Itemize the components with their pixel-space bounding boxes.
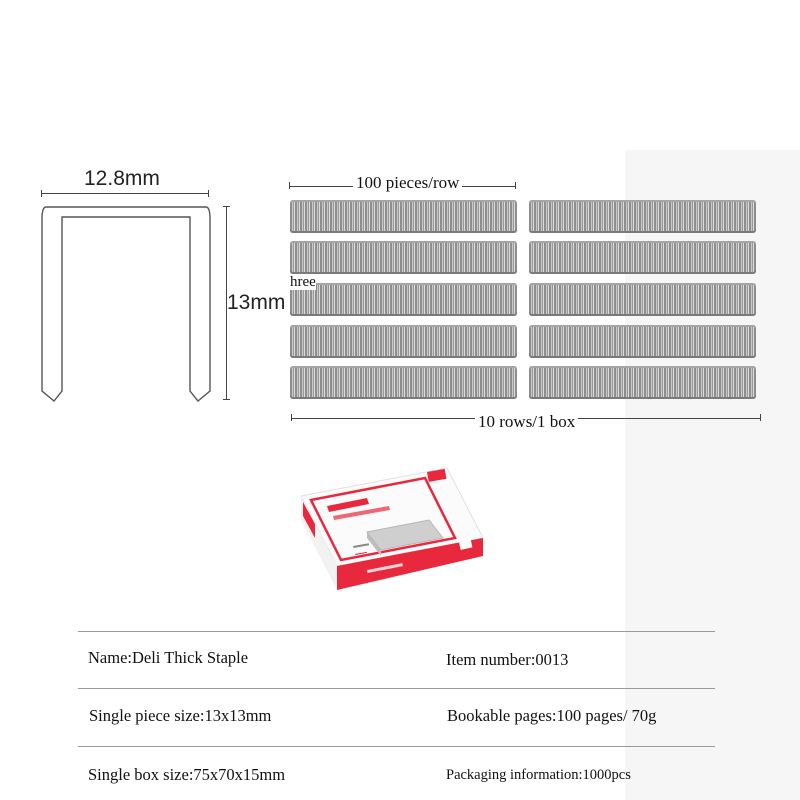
- width-dimension-line: [41, 193, 209, 194]
- width-dimension-label: 12.8mm: [84, 167, 160, 190]
- staple-row: [529, 200, 756, 233]
- height-tick-bottom: [223, 399, 230, 400]
- staple-row: [529, 366, 756, 399]
- height-tick-top: [223, 206, 230, 207]
- row-tick-left: [289, 182, 290, 189]
- width-tick-left: [41, 190, 42, 197]
- staple-row: [290, 200, 517, 233]
- table-divider: [78, 688, 715, 689]
- staple-row: [290, 366, 517, 399]
- staple-row: [290, 325, 517, 358]
- staple-diagram: [0, 0, 290, 410]
- spec-packaging: Packaging information:1000pcs: [446, 767, 631, 783]
- product-box-image: [297, 466, 485, 608]
- spec-item-number: Item number:0013: [446, 650, 569, 669]
- staple-rows-figure: [285, 170, 765, 440]
- table-divider: [78, 746, 715, 747]
- row-tick-right: [515, 182, 516, 189]
- staple-row: [529, 283, 756, 316]
- staple-outline-icon: [38, 205, 214, 405]
- staple-row: [529, 241, 756, 274]
- spec-bookable-pages: Bookable pages:100 pages/ 70g: [447, 706, 657, 725]
- staple-row: [290, 283, 517, 316]
- stray-text: hree: [290, 274, 316, 290]
- staple-row: [529, 325, 756, 358]
- box-tick-right: [760, 414, 761, 421]
- height-dimension-label: 13mm: [227, 291, 286, 314]
- spec-piece-size: Single piece size:13x13mm: [89, 706, 272, 725]
- spec-name: Name:Deli Thick Staple: [88, 648, 249, 667]
- box-dimension-label: 10 rows/1 box: [475, 413, 578, 431]
- width-tick-right: [208, 190, 209, 197]
- box-tick-left: [291, 414, 292, 421]
- staple-row: [290, 241, 517, 274]
- row-dimension-label: 100 pieces/row: [353, 174, 462, 192]
- spec-box-size: Single box size:75x70x15mm: [88, 765, 286, 784]
- table-divider: [78, 631, 715, 632]
- staple-box-illustration: [297, 466, 485, 608]
